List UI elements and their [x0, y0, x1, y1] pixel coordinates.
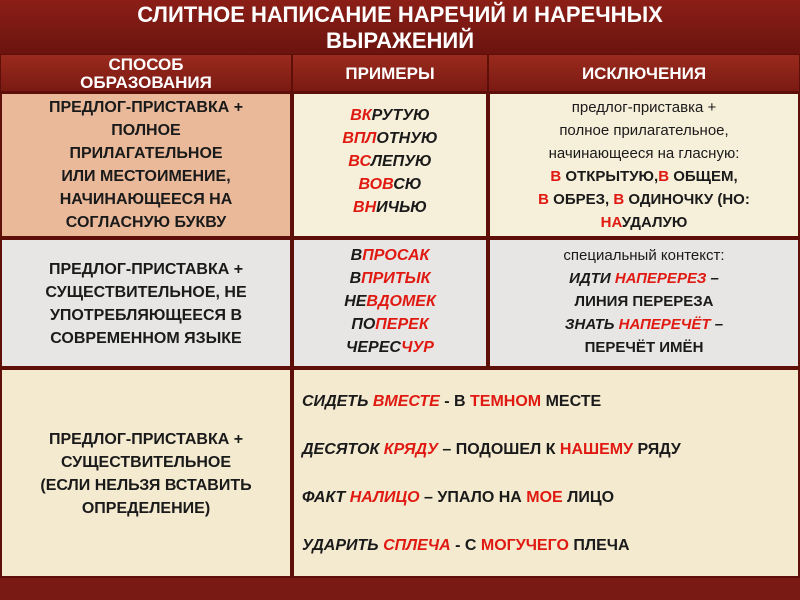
exception-line: специальный контекст:: [563, 247, 725, 264]
row2-method-line: УПОТРЕБЛЯЮЩЕЕСЯ В: [49, 307, 243, 324]
example-word: ЧЕРЕСЧУР: [346, 339, 434, 356]
row3-method-line: ПРЕДЛОГ-ПРИСТАВКА +: [48, 431, 244, 448]
example-sentence: УДАРИТЬ СПЛЕЧА - С МОГУЧЕГО ПЛЕЧА: [302, 537, 630, 554]
example-sentence: СИДЕТЬ ВМЕСТЕ - В ТЕМНОМ МЕСТЕ: [302, 393, 602, 410]
row1-exceptions: [488, 92, 800, 238]
exception-line: ЛИНИЯ ПЕРЕРЕЗА: [574, 293, 714, 310]
example-word: ВКРУТУЮ: [350, 107, 430, 124]
example-word: НЕВДОМЕК: [344, 293, 436, 310]
header-method: [0, 54, 292, 92]
example-word: ВОВСЮ: [358, 176, 422, 193]
title-line-1: СЛИТНОЕ НАПИСАНИЕ НАРЕЧИЙ И НАРЕЧНЫХ: [137, 2, 663, 27]
row3-method-line: ОПРЕДЕЛЕНИЕ): [81, 500, 211, 517]
exception-line: В ОТКРЫТУЮ,В ОБЩЕМ,: [550, 168, 738, 185]
exception-line: ИДТИ НАПЕРЕРЕЗ –: [569, 270, 719, 287]
row1-method-line: ИЛИ МЕСТОИМЕНИЕ,: [61, 168, 231, 185]
exception-line: ЗНАТЬ НАПЕРЕЧЁТ –: [564, 316, 724, 333]
header-method-line1: СПОСОБ: [108, 55, 184, 74]
row2-examples: [292, 238, 488, 368]
header-method-line2: ОБРАЗОВАНИЯ: [80, 73, 212, 92]
example-word: ВНИЧЬЮ: [353, 199, 427, 216]
example-word: ВПРИТЫК: [349, 270, 431, 287]
row1-examples: [292, 92, 488, 238]
row1-method-line: СОГЛАСНУЮ БУКВУ: [65, 214, 227, 231]
row2-method-line: СОВРЕМЕННОМ ЯЗЫКЕ: [50, 330, 242, 347]
slide-title: [0, 0, 800, 56]
row3-method-line: СУЩЕСТВИТЕЛЬНОЕ: [60, 454, 232, 471]
row1-method-line: ПРЕДЛОГ-ПРИСТАВКА +: [48, 99, 244, 116]
row2-exceptions: [488, 238, 800, 368]
row1-method-line: ПРИЛАГАТЕЛЬНОЕ: [69, 145, 223, 162]
header-examples: ПРИМЕРЫ: [292, 54, 488, 92]
header-exceptions: ИСКЛЮЧЕНИЯ: [488, 54, 800, 92]
row3-examples: [292, 368, 800, 578]
example-word: ПОПЕРЕК: [351, 316, 429, 333]
row2-method: [0, 238, 292, 368]
row1-method: [0, 92, 292, 238]
exception-line: В ОБРЕЗ, В ОДИНОЧКУ (НО:: [538, 191, 750, 208]
row2-method-line: ПРЕДЛОГ-ПРИСТАВКА +: [48, 261, 244, 278]
exception-line: НАУДАЛУЮ: [600, 214, 688, 231]
row1-method-line: ПОЛНОЕ: [111, 122, 181, 139]
example-sentence: ФАКТ НАЛИЦО – УПАЛО НА МОЕ ЛИЦО: [302, 489, 615, 506]
row2-method-line: СУЩЕСТВИТЕЛЬНОЕ, НЕ: [45, 284, 247, 301]
row1-method-line: НАЧИНАЮЩЕЕСЯ НА: [59, 191, 233, 208]
example-sentence: ДЕСЯТОК КРЯДУ – ПОДОШЕЛ К НАШЕМУ РЯДУ: [302, 441, 681, 458]
example-word: ВСЛЕПУЮ: [348, 153, 432, 170]
exception-line: полное прилагательное,: [559, 122, 729, 139]
exception-line: ПЕРЕЧЁТ ИМЁН: [584, 339, 704, 356]
exception-line: начинающееся на гласную:: [548, 145, 740, 162]
example-word: ВПЛОТНУЮ: [342, 130, 438, 147]
title-line-2: ВЫРАЖЕНИЙ: [325, 28, 475, 53]
example-word: ВПРОСАК: [350, 247, 430, 264]
row3-method-line: (ЕСЛИ НЕЛЬЗЯ ВСТАВИТЬ: [40, 477, 252, 494]
row3-method: [0, 368, 292, 578]
exception-line: предлог-приставка +: [571, 99, 717, 116]
